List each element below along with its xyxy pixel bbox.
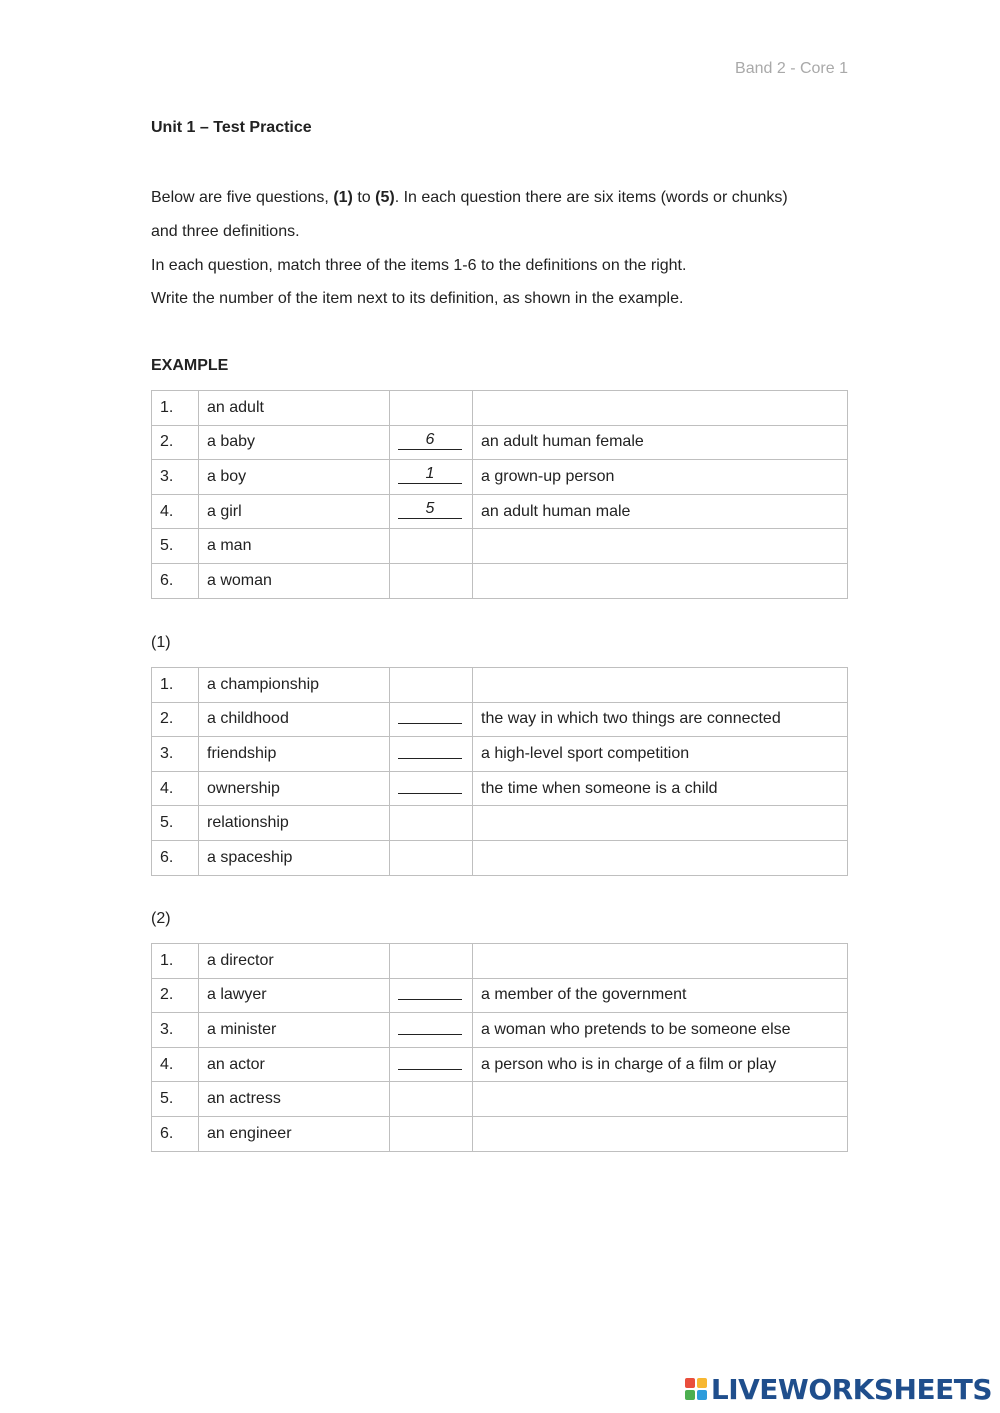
item-number: 6.: [152, 840, 199, 875]
definition-text: [473, 1116, 848, 1151]
definition-text: [473, 391, 848, 426]
definition-text: a high-level sport competition: [473, 737, 848, 772]
definition-text: an adult human male: [473, 494, 848, 529]
item-text: a boy: [199, 460, 390, 495]
section-label-1: (1): [151, 634, 171, 651]
answer-cell: [390, 840, 473, 875]
liveworksheets-logo-icon: [685, 1378, 707, 1400]
item-text: a director: [199, 944, 390, 979]
item-text: a minister: [199, 1013, 390, 1048]
item-number: 1.: [152, 391, 199, 426]
item-number: 3.: [152, 460, 199, 495]
item-text: friendship: [199, 737, 390, 772]
answer-cell: [390, 702, 473, 737]
answer-cell: [390, 737, 473, 772]
definition-text: a grown-up person: [473, 460, 848, 495]
table-row: [152, 494, 848, 529]
table-row: [152, 1013, 848, 1048]
item-text: a championship: [199, 668, 390, 703]
header-band-label: Band 2 - Core 1: [735, 60, 848, 77]
answer-cell: [390, 425, 473, 460]
answer-cell: [390, 391, 473, 426]
item-number: 5.: [152, 1082, 199, 1117]
table-row: [152, 737, 848, 772]
definition-text: a member of the government: [473, 978, 848, 1013]
definition-text: [473, 668, 848, 703]
item-text: a woman: [199, 563, 390, 598]
answer-cell: [390, 494, 473, 529]
table-row: [152, 978, 848, 1013]
table-row: [152, 1082, 848, 1117]
table-row: [152, 840, 848, 875]
definition-text: [473, 944, 848, 979]
answer-blank[interactable]: [398, 705, 462, 724]
item-number: 1.: [152, 944, 199, 979]
table-row: [152, 1047, 848, 1082]
answer-cell: [390, 978, 473, 1013]
answer-blank: 5: [398, 500, 462, 519]
item-number: 4.: [152, 1047, 199, 1082]
answer-blank[interactable]: [398, 981, 462, 1000]
page-title: Unit 1 – Test Practice: [151, 119, 312, 136]
answer-blank[interactable]: [398, 1016, 462, 1035]
answer-cell: [390, 806, 473, 841]
item-text: ownership: [199, 771, 390, 806]
answer-cell: [390, 1013, 473, 1048]
answer-blank[interactable]: [398, 740, 462, 759]
table-row: [152, 944, 848, 979]
item-text: an adult: [199, 391, 390, 426]
definition-text: [473, 563, 848, 598]
answer-cell: [390, 563, 473, 598]
table-row: [152, 771, 848, 806]
item-text: an engineer: [199, 1116, 390, 1151]
question-2-table: [151, 943, 848, 1152]
answer-cell: [390, 1082, 473, 1117]
table-row: [152, 391, 848, 426]
instruction-line-3: In each question, match three of the items 1-6 to the definitions on the right.: [151, 257, 687, 274]
instruction-line-4: Write the number of the item next to its definition, as shown in the example.: [151, 290, 684, 307]
definition-text: [473, 806, 848, 841]
item-text: an actor: [199, 1047, 390, 1082]
definition-text: a person who is in charge of a film or play: [473, 1047, 848, 1082]
instruction-line-2: and three definitions.: [151, 223, 300, 240]
definition-text: an adult human female: [473, 425, 848, 460]
table-row: [152, 668, 848, 703]
example-table: [151, 390, 848, 599]
answer-blank[interactable]: [398, 1051, 462, 1070]
item-number: 2.: [152, 425, 199, 460]
answer-blank: 1: [398, 465, 462, 484]
item-text: a man: [199, 529, 390, 564]
answer-cell: [390, 944, 473, 979]
section-label-example: EXAMPLE: [151, 357, 229, 374]
logo-square: [685, 1378, 695, 1388]
item-number: 4.: [152, 494, 199, 529]
table-row: [152, 425, 848, 460]
definition-text: [473, 529, 848, 564]
answer-cell: [390, 771, 473, 806]
item-number: 5.: [152, 529, 199, 564]
item-number: 6.: [152, 1116, 199, 1151]
logo-square: [697, 1378, 707, 1388]
answer-cell: [390, 460, 473, 495]
item-text: a lawyer: [199, 978, 390, 1013]
instruction-line-1: Below are five questions, (1) to (5). In each question there are six items (words or chunks): [151, 189, 788, 206]
table-row: [152, 563, 848, 598]
answer-cell: [390, 668, 473, 703]
table-row: [152, 460, 848, 495]
item-number: 2.: [152, 978, 199, 1013]
item-number: 4.: [152, 771, 199, 806]
answer-cell: [390, 529, 473, 564]
item-number: 3.: [152, 737, 199, 772]
definition-text: [473, 840, 848, 875]
answer-blank: 6: [398, 431, 462, 450]
item-number: 1.: [152, 668, 199, 703]
item-number: 5.: [152, 806, 199, 841]
question-1-table: [151, 667, 848, 876]
item-number: 2.: [152, 702, 199, 737]
table-row: [152, 806, 848, 841]
answer-cell: [390, 1116, 473, 1151]
item-text: a childhood: [199, 702, 390, 737]
definition-text: the time when someone is a child: [473, 771, 848, 806]
item-text: a spaceship: [199, 840, 390, 875]
section-label-2: (2): [151, 910, 171, 927]
logo-square: [697, 1390, 707, 1400]
definition-text: the way in which two things are connected: [473, 702, 848, 737]
table-row: [152, 1116, 848, 1151]
definition-text: [473, 1082, 848, 1117]
item-text: a baby: [199, 425, 390, 460]
table-row: [152, 529, 848, 564]
item-text: an actress: [199, 1082, 390, 1117]
definition-text: a woman who pretends to be someone else: [473, 1013, 848, 1048]
liveworksheets-logo[interactable]: [685, 1371, 992, 1407]
logo-square: [685, 1390, 695, 1400]
item-number: 6.: [152, 563, 199, 598]
item-number: 3.: [152, 1013, 199, 1048]
item-text: a girl: [199, 494, 390, 529]
answer-cell: [390, 1047, 473, 1082]
table-row: [152, 702, 848, 737]
item-text: relationship: [199, 806, 390, 841]
logo-text: LIVEWORKSHEETS: [710, 1372, 992, 1406]
answer-blank[interactable]: [398, 775, 462, 794]
